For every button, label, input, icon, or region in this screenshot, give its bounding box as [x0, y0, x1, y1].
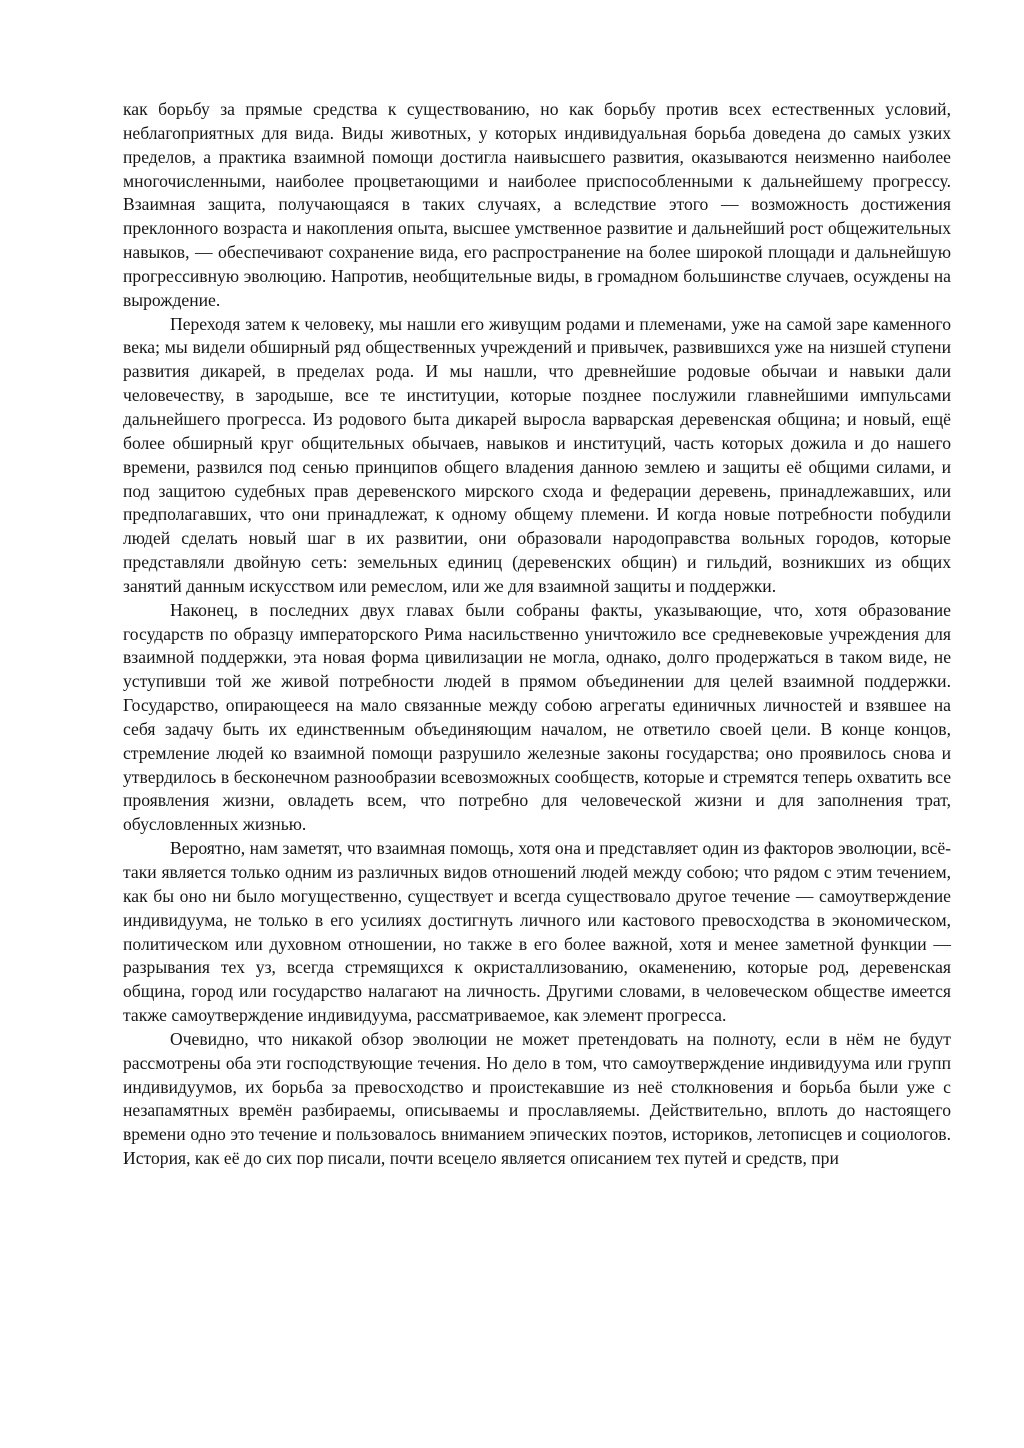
paragraph-3: Наконец, в последних двух главах были собраны факты, указывающие, что, хотя образование государств по образцу императорского Рима насильственно уничтожило все средневековые учреждения для взаимной поддержки, эта новая форма цивилизации не могла, однако, долго продержаться в таком виде, не уступивши той же живой потребности людей в прямом объединении для целей взаимной поддержки. Государство, опирающееся на мало связанные между собою агрегаты единичных личностей и взявшее на себя задачу быть их единственным объединяющим началом, не ответило своей цели. В конце концов, стремление людей ко взаимной помощи разрушило железные законы государства; оно проявилось снова и утвердилось в бесконечном разнообразии всевозможных сообществ, которые и стремятся теперь охватить все проявления жизни, овладеть всем, что потребно для человеческой жизни и для заполнения трат, обусловленных жизнью.: [123, 599, 951, 835]
paragraph-4: Вероятно, нам заметят, что взаимная помощь, хотя она и представляет один из факторов эволюции, всё-таки является только одним из различных видов отношений людей между собою; что рядом с этим течением, как бы оно ни было могущественно, существует и всегда существовало другое течение — самоутверждение индивидуума, не только в его усилиях достигнуть личного или кастового превосходства в экономическом, политическом или духовном отношении, но также в его более важной, хотя и менее заметной функции — разрывания тех уз, всегда стремящихся к окристаллизованию, окаменению, которые род, деревенская община, город или государство налагают на личность. Другими словами, в человеческом обществе имеется также самоутверждение индивидуума, рассматриваемое, как элемент прогресса.: [123, 838, 951, 1026]
paragraph-1: как борьбу за прямые средства к существованию, но как борьбу против всех естественных условий, неблагоприятных для вида. Виды животных, у которых индивидуальная борьба доведена до самых узких пределов, а практика взаимной помощи достигла наивысшего развития, оказываются неизменно наиболее многочисленными, наиболее процветающими и наиболее приспособленными к дальнейшему прогрессу. Взаимная защита, получающаяся в таких случаях, а вследствие этого — возможность достижения преклонного возраста и накопления опыта, высшее умственное развитие и дальнейший рост общежительных навыков, — обеспечивают сохранение вида, его распространение на более широкой площади и дальнейшую прогрессивную эволюцию. Напротив, необщительные виды, в громадном большинстве случаев, осуждены на вырождение.: [123, 99, 951, 310]
paragraph-5: Очевидно, что никакой обзор эволюции не может претендовать на полноту, если в нём не будут рассмотрены оба эти господствующие течения. Но дело в том, что самоутверждение индивидуума или групп индивидуумов, их борьба за превосходство и проистекавшие из неё столкновения и борьба были уже с незапамятных времён разбираемы, описываемы и прославляемы. Действительно, вплоть до настоящего времени одно это течение и пользовалось вниманием эпических поэтов, историков, летописцев и социологов. История, как её до сих пор писали, почти всецело является описанием тех путей и средств, при: [123, 1028, 951, 1169]
document-page: [123, 98, 951, 1171]
paragraph-2: Переходя затем к человеку, мы нашли его живущим родами и племенами, уже на самой заре каменного века; мы видели обширный ряд общественных учреждений и привычек, развившихся уже на низшей ступени развития дикарей, в пределах рода. И мы нашли, что древнейшие родовые обычаи и навыки дали человечеству, в зародыше, все те институции, которые позднее послужили главнейшими импульсами дальнейшего прогресса. Из родового быта дикарей выросла варварская деревенская община; и новый, ещё более обширный круг общительных обычаев, навыков и институций, часть которых дожила и до нашего времени, развился под сенью принципов общего владения данною землею и защиты её общими силами, и под защитою судебных прав деревенского мирского схода и федерации деревень, принадлежавших, или предполагавших, что они принадлежат, к одному общему племени. И когда новые потребности побудили людей сделать новый шаг в их развитии, они образовали народоправства вольных городов, которые представляли двойную сеть: земельных единиц (деревенских общин) и гильдий, возникших из общих занятий данным искусством или ремеслом, или же для взаимной защиты и поддержки.: [123, 313, 951, 596]
